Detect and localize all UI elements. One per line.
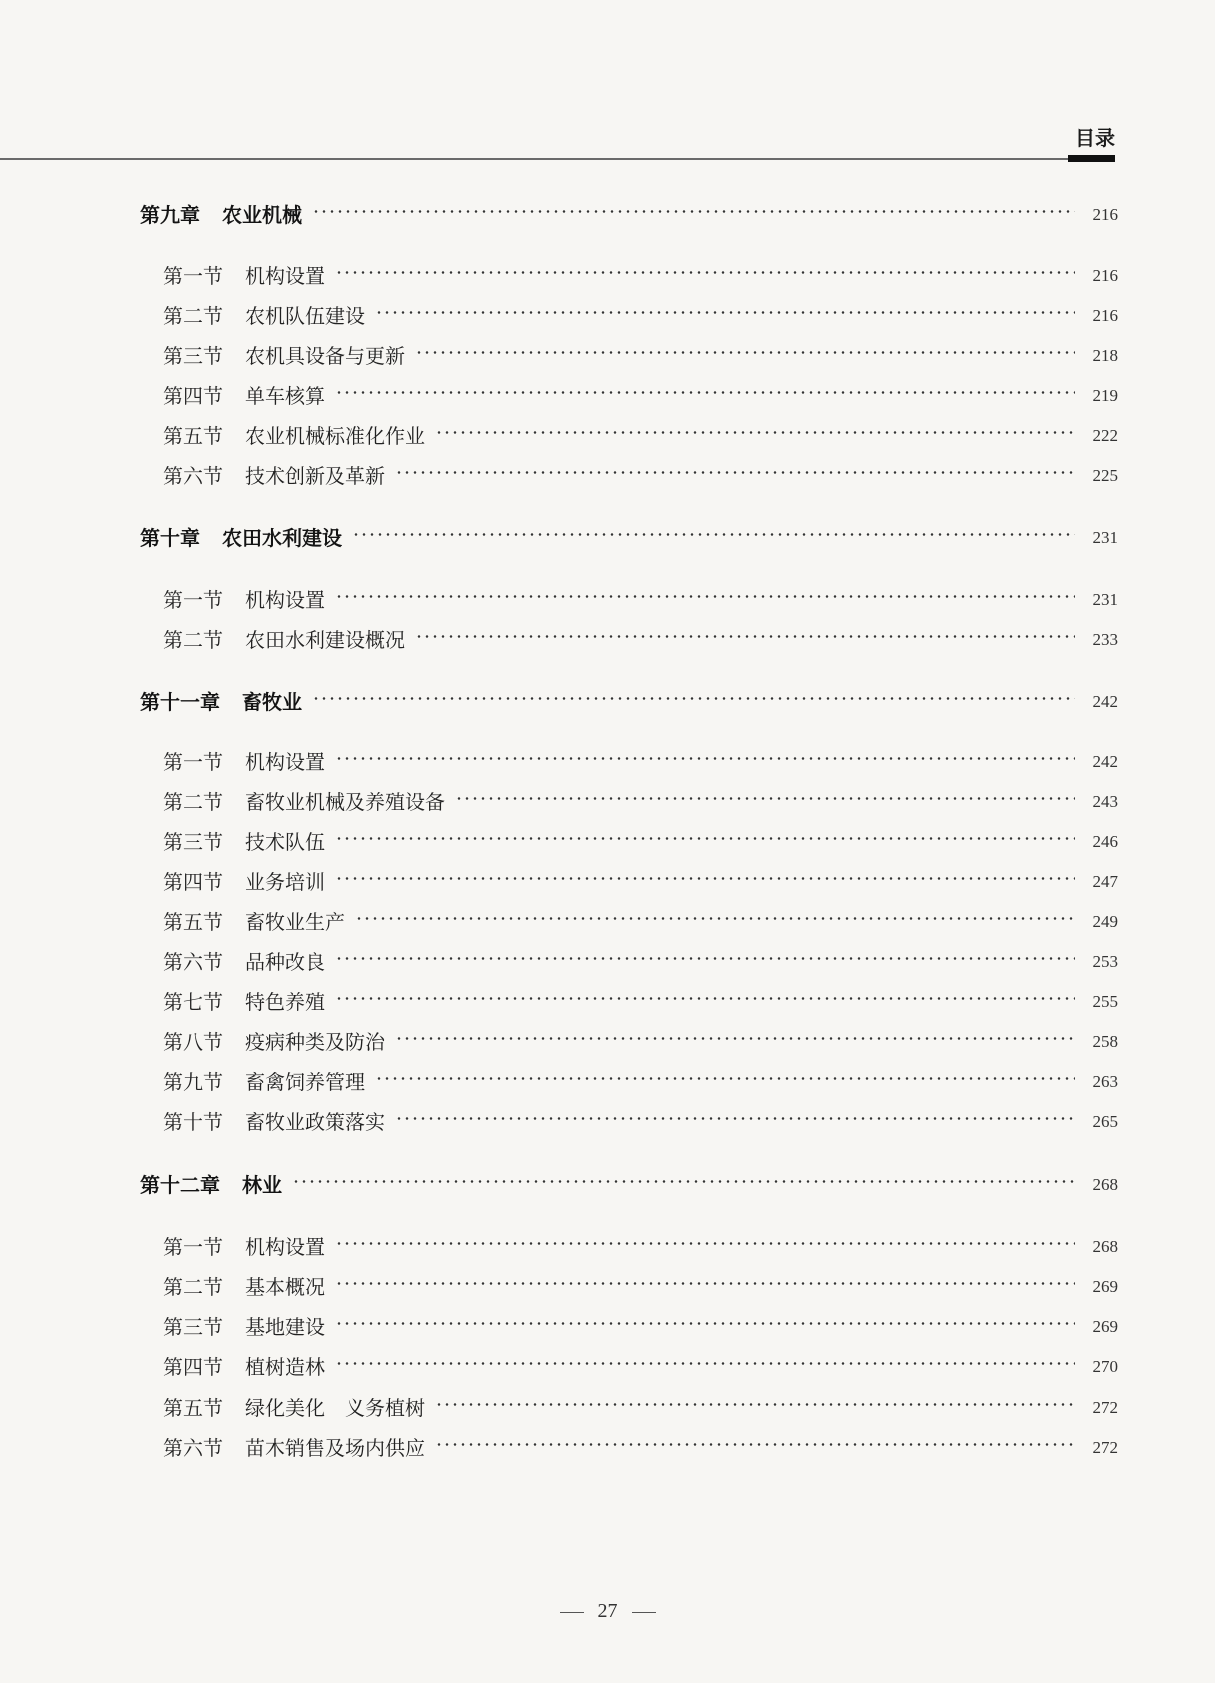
toc-entry-title: 绿化美化 义务植树 — [245, 1396, 425, 1420]
toc-section-entry[interactable] — [0, 827, 1215, 857]
toc-entry-label — [140, 687, 302, 717]
toc-entry-label — [140, 1170, 282, 1200]
toc-entry-number: 第二节 — [163, 304, 223, 328]
toc-page-number: 233 — [1092, 630, 1118, 649]
toc-entry-title: 业务培训 — [245, 870, 325, 894]
header-rule — [0, 158, 1115, 160]
toc-leader-dots — [415, 635, 1075, 638]
toc-entry-number: 第六节 — [163, 950, 223, 974]
toc-entry-label — [140, 523, 342, 553]
toc-section-entry[interactable] — [0, 1067, 1215, 1097]
toc-entry-number: 第二节 — [163, 790, 223, 814]
toc-leader-dots — [375, 311, 1075, 314]
toc-section-entry[interactable] — [0, 907, 1215, 937]
toc-entry-label — [140, 200, 302, 230]
toc-leader-dots — [335, 1322, 1075, 1325]
toc-entry-number: 第三节 — [163, 1315, 223, 1339]
toc-entry-label — [163, 625, 405, 655]
toc-section-entry[interactable] — [0, 987, 1215, 1017]
toc-page-number: 242 — [1092, 752, 1118, 771]
toc-entry-title: 林业 — [242, 1173, 282, 1197]
toc-section-entry[interactable] — [0, 261, 1215, 291]
toc-entry-label — [163, 421, 425, 451]
toc-entry-label — [163, 1433, 425, 1463]
toc-leader-dots — [435, 1443, 1075, 1446]
toc-entry-title: 机构设置 — [245, 588, 325, 612]
toc-page-number: 258 — [1092, 1032, 1118, 1051]
toc-entry-number: 第五节 — [163, 1396, 223, 1420]
toc-leader-dots — [395, 471, 1075, 474]
toc-entry-number: 第四节 — [163, 1355, 223, 1379]
toc-entry-title: 单车核算 — [245, 384, 325, 408]
toc-chapter-entry[interactable] — [0, 1170, 1215, 1200]
toc-page-number: 269 — [1092, 1277, 1118, 1296]
toc-leader-dots — [415, 351, 1075, 354]
toc-entry-number: 第一节 — [163, 588, 223, 612]
toc-entry-title: 苗木销售及场内供应 — [245, 1436, 425, 1460]
toc-leader-dots — [312, 697, 1075, 700]
toc-leader-dots — [335, 391, 1075, 394]
toc-entry-label — [163, 1393, 425, 1423]
footer-dash-left — [560, 1612, 584, 1613]
toc-entry-label — [163, 1272, 325, 1302]
toc-leader-dots — [335, 1282, 1075, 1285]
toc-entry-number: 第三节 — [163, 830, 223, 854]
toc-entry-number: 第五节 — [163, 910, 223, 934]
toc-entry-title: 机构设置 — [245, 1235, 325, 1259]
toc-entry-title: 畜牧业生产 — [245, 910, 345, 934]
toc-entry-number: 第十节 — [163, 1110, 223, 1134]
toc-chapter-entry[interactable] — [0, 687, 1215, 717]
header-rule-mark — [1068, 155, 1115, 162]
toc-entry-label — [163, 867, 325, 897]
toc-section-entry[interactable] — [0, 1027, 1215, 1057]
toc-leader-dots — [335, 837, 1075, 840]
toc-entry-title: 畜禽饲养管理 — [245, 1070, 365, 1094]
toc-entry-label — [163, 301, 365, 331]
toc-page-number: 246 — [1092, 832, 1118, 851]
toc-leader-dots — [335, 997, 1075, 1000]
toc-section-entry[interactable] — [0, 787, 1215, 817]
toc-page-number: 270 — [1092, 1357, 1118, 1376]
toc-leader-dots — [435, 431, 1075, 434]
toc-entry-label — [163, 461, 385, 491]
toc-entry-title: 机构设置 — [245, 750, 325, 774]
toc-entry-title: 机构设置 — [245, 264, 325, 288]
toc-entry-number: 第一节 — [163, 1235, 223, 1259]
toc-entry-number: 第十一章 — [140, 690, 220, 714]
toc-entry-label — [163, 1107, 385, 1137]
toc-page-number: 272 — [1092, 1438, 1118, 1457]
toc-leader-dots — [455, 797, 1075, 800]
toc-entry-label — [163, 261, 325, 291]
toc-entry-label — [163, 381, 325, 411]
toc-leader-dots — [395, 1037, 1075, 1040]
toc-section-entry[interactable] — [0, 1107, 1215, 1137]
toc-entry-number: 第七节 — [163, 990, 223, 1014]
toc-entry-label — [163, 341, 405, 371]
toc-entry-label — [163, 1232, 325, 1262]
toc-page-number: 247 — [1092, 872, 1118, 891]
toc-entry-label — [163, 987, 325, 1017]
toc-chapter-entry[interactable] — [0, 200, 1215, 230]
toc-leader-dots — [435, 1403, 1075, 1406]
toc-leader-dots — [335, 1362, 1075, 1365]
toc-section-entry[interactable] — [0, 1272, 1215, 1302]
toc-entry-number: 第二节 — [163, 1275, 223, 1299]
toc-chapter-entry[interactable] — [0, 523, 1215, 553]
toc-section-entry[interactable] — [0, 947, 1215, 977]
toc-entry-title: 畜牧业 — [242, 690, 302, 714]
toc-section-entry[interactable] — [0, 341, 1215, 371]
toc-section-entry[interactable] — [0, 747, 1215, 777]
toc-leader-dots — [395, 1117, 1075, 1120]
toc-entry-label — [163, 585, 325, 615]
toc-section-entry[interactable] — [0, 585, 1215, 615]
toc-entry-title: 技术创新及革新 — [245, 464, 385, 488]
page-footer — [0, 1600, 1215, 1623]
toc-section-entry[interactable] — [0, 1232, 1215, 1262]
toc-entry-title: 品种改良 — [245, 950, 325, 974]
footer-dash-right — [632, 1612, 656, 1613]
toc-entry-title: 畜牧业机械及养殖设备 — [245, 790, 445, 814]
toc-leader-dots — [335, 757, 1075, 760]
toc-section-entry[interactable] — [0, 421, 1215, 451]
toc-entry-number: 第四节 — [163, 384, 223, 408]
toc-entry-number: 第一节 — [163, 750, 223, 774]
toc-entry-title: 基本概况 — [245, 1275, 325, 1299]
toc-page-number: 265 — [1092, 1112, 1118, 1131]
toc-section-entry[interactable] — [0, 381, 1215, 411]
toc-page-number: 255 — [1092, 992, 1118, 1011]
toc-page-number: 222 — [1092, 426, 1118, 445]
toc-entry-label — [163, 907, 345, 937]
toc-entry-number: 第八节 — [163, 1030, 223, 1054]
toc-page-number: 253 — [1092, 952, 1118, 971]
toc-entry-label — [163, 1027, 385, 1057]
toc-page-number: 268 — [1092, 1237, 1118, 1256]
toc-page-number: 231 — [1092, 590, 1118, 609]
toc-entry-label — [163, 1312, 325, 1342]
toc-entry-title: 畜牧业政策落实 — [245, 1110, 385, 1134]
toc-entry-number: 第四节 — [163, 870, 223, 894]
toc-leader-dots — [335, 877, 1075, 880]
toc-entry-label — [163, 947, 325, 977]
toc-leader-dots — [355, 917, 1075, 920]
toc-page-number: 249 — [1092, 912, 1118, 931]
toc-entry-label — [163, 787, 445, 817]
toc-page-number: 272 — [1092, 1398, 1118, 1417]
toc-entry-title: 基地建设 — [245, 1315, 325, 1339]
toc-leader-dots — [292, 1180, 1075, 1183]
toc-entry-title: 农田水利建设概况 — [245, 628, 405, 652]
toc-page-number: 225 — [1092, 466, 1118, 485]
toc-page-number: 216 — [1092, 205, 1118, 224]
toc-page-number: 216 — [1092, 306, 1118, 325]
toc-section-entry[interactable] — [0, 1433, 1215, 1463]
toc-page-number: 269 — [1092, 1317, 1118, 1336]
toc-entry-number: 第十章 — [140, 526, 200, 550]
toc-leader-dots — [312, 210, 1075, 213]
toc-entry-number: 第九节 — [163, 1070, 223, 1094]
toc-section-entry[interactable] — [0, 1352, 1215, 1382]
toc-entry-number: 第六节 — [163, 464, 223, 488]
toc-leader-dots — [335, 595, 1075, 598]
toc-entry-title: 疫病种类及防治 — [245, 1030, 385, 1054]
toc-page-number: 268 — [1092, 1175, 1118, 1194]
toc-entry-title: 农业机械 — [222, 203, 302, 227]
toc-leader-dots — [335, 1242, 1075, 1245]
toc-entry-title: 植树造林 — [245, 1355, 325, 1379]
toc-entry-number: 第一节 — [163, 264, 223, 288]
toc-entry-number: 第三节 — [163, 344, 223, 368]
toc-page-number: 219 — [1092, 386, 1118, 405]
toc-leader-dots — [375, 1077, 1075, 1080]
toc-entry-title: 特色养殖 — [245, 990, 325, 1014]
toc-leader-dots — [335, 957, 1075, 960]
toc-entry-label — [163, 747, 325, 777]
toc-section-entry[interactable] — [0, 461, 1215, 491]
toc-entry-number: 第十二章 — [140, 1173, 220, 1197]
toc-entry-title: 技术队伍 — [245, 830, 325, 854]
toc-section-entry[interactable] — [0, 1312, 1215, 1342]
toc-page-number: 263 — [1092, 1072, 1118, 1091]
toc-entry-title: 农业机械标准化作业 — [245, 424, 425, 448]
toc-page-number: 218 — [1092, 346, 1118, 365]
page-header-title: 目录 — [1075, 126, 1115, 150]
toc-leader-dots — [335, 271, 1075, 274]
toc-section-entry[interactable] — [0, 625, 1215, 655]
toc-entry-label — [163, 1352, 325, 1382]
toc-page-number: 243 — [1092, 792, 1118, 811]
toc-page-number: 216 — [1092, 266, 1118, 285]
toc-entry-number: 第六节 — [163, 1436, 223, 1460]
toc-entry-title: 农田水利建设 — [222, 526, 342, 550]
toc-entry-number: 第九章 — [140, 203, 200, 227]
toc-entry-title: 农机队伍建设 — [245, 304, 365, 328]
toc-entry-number: 第五节 — [163, 424, 223, 448]
toc-section-entry[interactable] — [0, 867, 1215, 897]
toc-entry-title: 农机具设备与更新 — [245, 344, 405, 368]
toc-entry-label — [163, 827, 325, 857]
toc-leader-dots — [352, 533, 1075, 536]
toc-entry-number: 第二节 — [163, 628, 223, 652]
footer-page-number: 27 — [597, 1600, 618, 1622]
toc-section-entry[interactable] — [0, 301, 1215, 331]
toc-page-number: 242 — [1092, 692, 1118, 711]
toc-section-entry[interactable] — [0, 1393, 1215, 1423]
toc-entry-label — [163, 1067, 365, 1097]
toc-page-number: 231 — [1092, 528, 1118, 547]
